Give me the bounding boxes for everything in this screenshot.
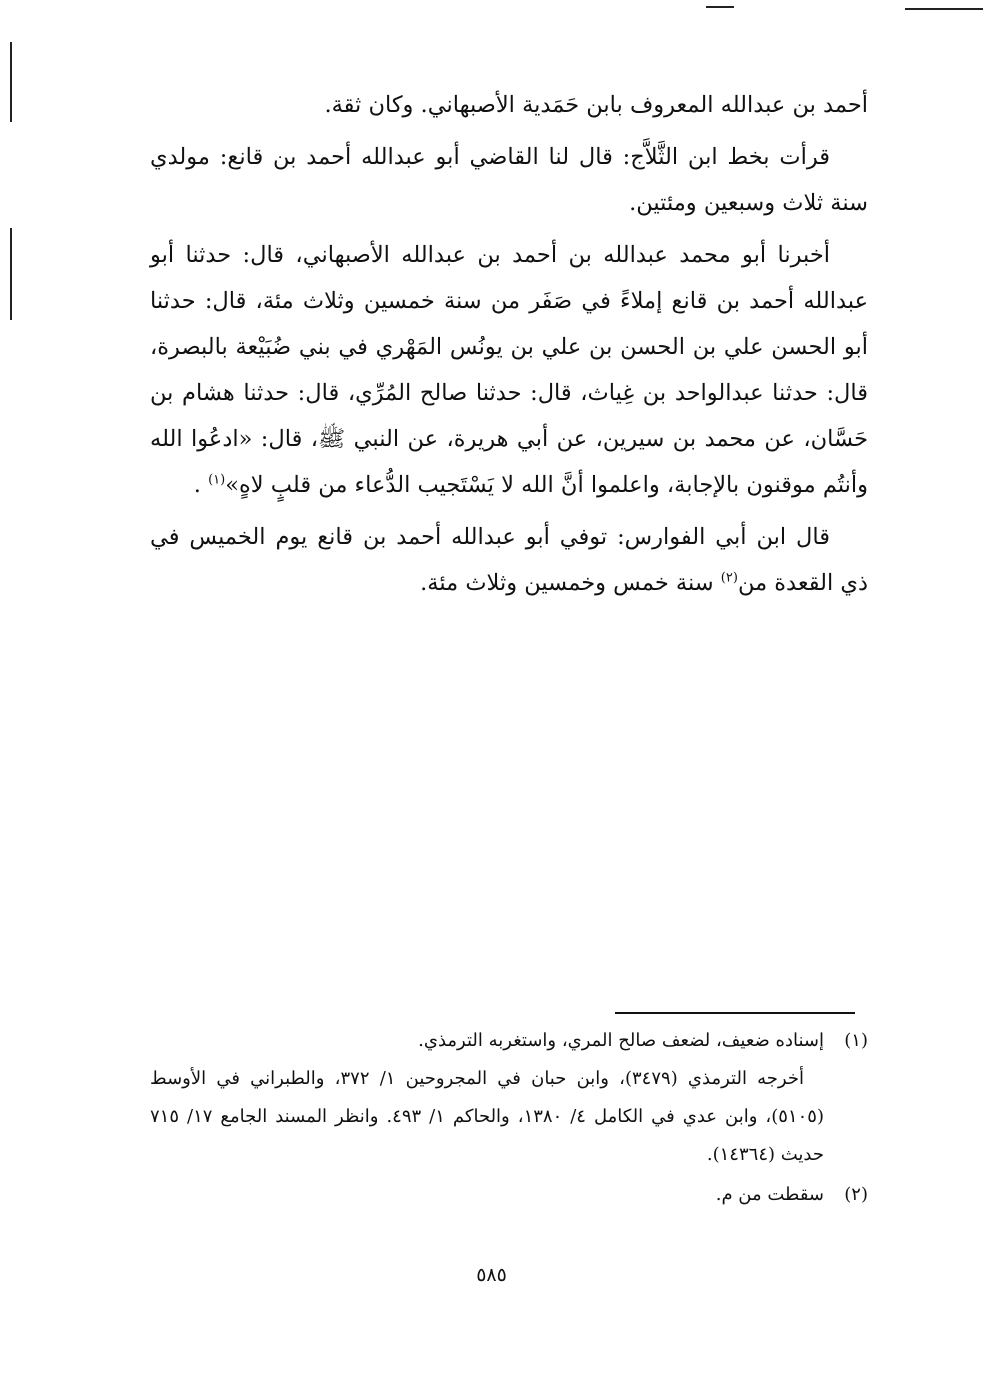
paragraph-4-text: قال ابن أبي الفوارس: توفي أبو عبدالله أحمد بن قانع يوم الخميس في ذي القعدة من	[150, 524, 868, 596]
paragraph-3-text: أخبرنا أبو محمد عبدالله بن أحمد بن عبدالله الأصبهاني، قال: حدثنا أبو عبدالله أحمد بن قانع إملاءً في صَفَر من سنة خمسين وثلاث مئة، قال: حدثنا أبو الحسن علي بن الحسن بن علي بن يونُس المَهْري في بني ضُبَيْعة بالبصرة، قال: حدثنا عبدالواحد بن غِياث، قال: حدثنا صالح المُرِّي، قال: حدثنا هشام بن حَسَّان، عن محمد بن سيرين، عن أبي هريرة، عن النبي ﷺ، قال: «ادعُوا الله وأنتُم موقنون بالإجابة، واعلموا أنَّ الله لا يَسْتَجيب الدُّعاء من قلبٍ لاهٍ»	[150, 242, 868, 498]
footnote-2-number: (٢)	[844, 1184, 868, 1205]
footnote-2-body: سقطت من م.	[715, 1184, 824, 1205]
scan-margin-line	[10, 228, 12, 320]
main-text	[150, 82, 868, 606]
footnote-separator	[615, 1012, 855, 1014]
paragraph-3-end: .	[193, 472, 209, 498]
scan-edge-line	[706, 6, 734, 8]
footnote-2	[150, 1176, 868, 1214]
footnote-1-number: (١)	[844, 1030, 868, 1051]
page-number: ٥٨٥	[476, 1264, 507, 1286]
paragraph-4-end: سنة خمس وخمسين وثلاث مئة.	[420, 570, 721, 596]
paragraph-3	[150, 232, 868, 508]
footnote-1-line-1: إسناده ضعيف، لضعف صالح المري، واستغربه الترمذي.	[418, 1030, 824, 1051]
paragraph-4	[150, 514, 868, 606]
footnote-ref-2: (٢)	[720, 570, 738, 586]
footnote-ref-1: (١)	[208, 472, 226, 488]
footnote-1-continuation: أخرجه الترمذي (٣٤٧٩)، وابن حبان في المجروحين ١/ ٣٧٢، والطبراني في الأوسط (٥١٠٥)، وابن عدي في الكامل ٤/ ١٣٨٠، والحاكم ١/ ٤٩٣. وانظر المسند الجامع ١٧/ ٧١٥ حديث (١٤٣٦٤).	[150, 1068, 824, 1165]
footnote-1	[150, 1022, 868, 1174]
paragraph-1: أحمد بن عبدالله المعروف بابن حَمَدية الأصبهاني. وكان ثقة.	[324, 92, 868, 118]
scan-margin-line	[10, 42, 12, 122]
footnote-1-body	[150, 1022, 824, 1174]
paragraph-2: قرأت بخط ابن الثَّلاَّج: قال لنا القاضي أبو عبدالله أحمد بن قانع: مولدي سنة ثلاث وسبعين ومئتين.	[150, 144, 868, 216]
scan-edge-line	[905, 8, 983, 10]
footnotes	[150, 1022, 868, 1214]
